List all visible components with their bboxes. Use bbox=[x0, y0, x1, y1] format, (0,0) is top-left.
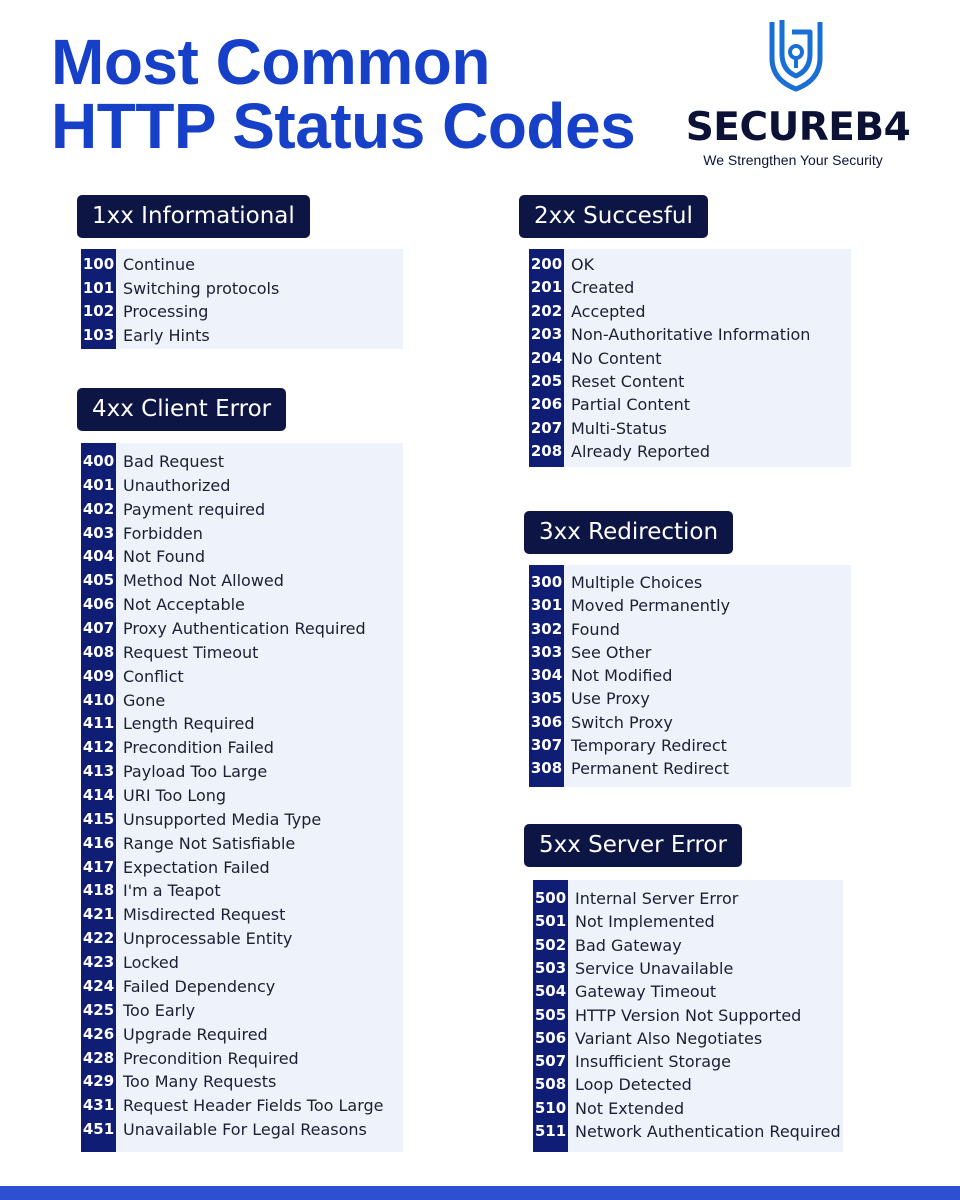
status-row bbox=[529, 347, 851, 370]
status-label: Permanent Redirect bbox=[571, 759, 730, 779]
status-label: Processing bbox=[123, 302, 209, 322]
status-code: 203 bbox=[530, 325, 563, 344]
panel-1xx bbox=[81, 249, 403, 349]
status-label: Payload Too Large bbox=[123, 762, 268, 782]
status-code: 102 bbox=[82, 302, 115, 321]
status-row bbox=[533, 1120, 843, 1143]
status-row bbox=[533, 1050, 843, 1073]
status-row bbox=[533, 1004, 843, 1027]
status-row bbox=[81, 856, 403, 879]
status-row bbox=[81, 450, 403, 473]
status-code: 103 bbox=[82, 326, 115, 344]
status-code: 300 bbox=[530, 573, 563, 591]
heading-3xx: 3xx Redirection bbox=[524, 511, 733, 554]
status-label: Bad Gateway bbox=[575, 935, 682, 955]
status-code: 422 bbox=[82, 929, 115, 948]
status-row bbox=[81, 665, 403, 688]
status-code: 100 bbox=[82, 255, 115, 273]
status-label: Unauthorized bbox=[123, 475, 231, 495]
status-code: 429 bbox=[82, 1072, 115, 1091]
status-label: Multiple Choices bbox=[571, 573, 703, 592]
status-row bbox=[81, 879, 403, 902]
status-code: 412 bbox=[82, 738, 115, 757]
status-label: Request Header Fields Too Large bbox=[123, 1096, 384, 1116]
status-label: Reset Content bbox=[571, 372, 685, 391]
status-row bbox=[81, 324, 403, 347]
status-label: Not Acceptable bbox=[123, 595, 245, 615]
status-code: 305 bbox=[530, 689, 563, 708]
status-label: Partial Content bbox=[571, 395, 690, 415]
status-label: Network Authentication Required bbox=[575, 1122, 841, 1141]
status-row bbox=[81, 277, 403, 300]
status-label: Not Found bbox=[123, 547, 205, 567]
status-label: Precondition Failed bbox=[123, 738, 274, 758]
status-row bbox=[81, 1023, 403, 1046]
status-code: 306 bbox=[530, 712, 563, 731]
status-code: 101 bbox=[82, 278, 115, 297]
status-row bbox=[529, 253, 851, 276]
status-label: Switch Proxy bbox=[571, 712, 673, 732]
status-label: Internal Server Error bbox=[575, 889, 739, 908]
status-row bbox=[81, 1094, 403, 1117]
status-code: 207 bbox=[530, 418, 563, 437]
status-row bbox=[81, 927, 403, 950]
status-row bbox=[529, 734, 851, 757]
status-label: Multi-Status bbox=[571, 418, 667, 438]
status-row bbox=[81, 808, 403, 831]
status-code: 301 bbox=[530, 596, 563, 615]
status-row bbox=[81, 593, 403, 616]
status-row bbox=[533, 934, 843, 957]
status-row bbox=[529, 618, 851, 641]
page-title-line-1: Most Common bbox=[51, 26, 490, 98]
status-code: 405 bbox=[82, 571, 115, 590]
status-code: 504 bbox=[534, 982, 567, 1001]
status-code: 302 bbox=[530, 619, 563, 638]
status-code: 500 bbox=[534, 889, 567, 907]
status-code: 501 bbox=[534, 912, 567, 931]
status-row bbox=[533, 1097, 843, 1120]
status-row bbox=[81, 641, 403, 664]
status-code: 403 bbox=[82, 523, 115, 542]
status-row bbox=[533, 1027, 843, 1050]
status-label: Not Modified bbox=[571, 666, 673, 686]
status-row bbox=[81, 903, 403, 926]
status-row bbox=[81, 300, 403, 323]
status-label: Proxy Authentication Required bbox=[123, 619, 366, 639]
status-code: 402 bbox=[82, 499, 115, 518]
heading-4xx: 4xx Client Error bbox=[77, 388, 286, 431]
status-row bbox=[81, 975, 403, 998]
status-row bbox=[529, 687, 851, 710]
status-code: 411 bbox=[82, 714, 115, 733]
status-row bbox=[529, 571, 851, 594]
heading-2xx: 2xx Succesful bbox=[519, 195, 708, 238]
status-label: No Content bbox=[571, 348, 662, 368]
status-label: Bad Request bbox=[123, 452, 225, 471]
status-label: Accepted bbox=[571, 301, 646, 321]
status-label: Early Hints bbox=[123, 326, 210, 345]
panel-4xx bbox=[81, 443, 403, 1152]
status-code: 204 bbox=[530, 348, 563, 367]
status-code: 505 bbox=[534, 1005, 567, 1024]
status-label: Forbidden bbox=[123, 523, 203, 543]
status-label: Upgrade Required bbox=[123, 1024, 268, 1044]
status-label: Already Reported bbox=[571, 442, 711, 462]
status-row bbox=[81, 736, 403, 759]
status-label: Too Many Requests bbox=[123, 1072, 277, 1092]
status-code: 415 bbox=[82, 809, 115, 828]
status-label: Precondition Required bbox=[123, 1048, 299, 1068]
status-label: Gateway Timeout bbox=[575, 982, 717, 1002]
page-title-line-2: HTTP Status Codes bbox=[51, 90, 636, 162]
status-label: Expectation Failed bbox=[123, 857, 270, 877]
status-label: Not Implemented bbox=[575, 912, 715, 932]
brand-tagline: We Strengthen Your Security bbox=[703, 152, 883, 168]
status-label: Locked bbox=[123, 953, 179, 973]
status-code: 304 bbox=[530, 666, 563, 685]
status-label: Use Proxy bbox=[571, 689, 650, 709]
status-row bbox=[529, 757, 851, 780]
status-label: Insufficient Storage bbox=[575, 1052, 731, 1072]
status-code: 416 bbox=[82, 833, 115, 852]
heading-5xx: 5xx Server Error bbox=[524, 824, 742, 867]
status-row bbox=[533, 1073, 843, 1096]
status-label: Length Required bbox=[123, 714, 255, 734]
status-code: 200 bbox=[530, 255, 563, 273]
status-label: Non-Authoritative Information bbox=[571, 325, 811, 345]
status-code: 408 bbox=[82, 642, 115, 661]
status-code: 202 bbox=[530, 301, 563, 320]
shield-keyhole-icon bbox=[768, 18, 824, 92]
status-row bbox=[529, 323, 851, 346]
status-label: Temporary Redirect bbox=[571, 735, 727, 755]
status-label: Unprocessable Entity bbox=[123, 929, 293, 949]
footer-bar bbox=[0, 1186, 960, 1200]
status-code: 417 bbox=[82, 857, 115, 876]
status-label: See Other bbox=[571, 642, 652, 662]
status-label: Not Extended bbox=[575, 1098, 685, 1118]
status-code: 507 bbox=[534, 1052, 567, 1071]
status-code: 506 bbox=[534, 1028, 567, 1047]
status-code: 451 bbox=[82, 1120, 115, 1139]
status-label: URI Too Long bbox=[123, 786, 227, 806]
status-row bbox=[529, 300, 851, 323]
status-row bbox=[81, 1070, 403, 1093]
status-code: 423 bbox=[82, 953, 115, 972]
status-row bbox=[81, 253, 403, 276]
panel-3xx bbox=[529, 565, 851, 787]
status-label: Unavailable For Legal Reasons bbox=[123, 1120, 367, 1140]
status-row bbox=[529, 393, 851, 416]
status-code: 413 bbox=[82, 762, 115, 781]
status-label: Payment required bbox=[123, 499, 266, 519]
status-row bbox=[81, 951, 403, 974]
status-code: 406 bbox=[82, 595, 115, 614]
status-code: 425 bbox=[82, 1000, 115, 1019]
status-label: HTTP Version Not Supported bbox=[575, 1005, 802, 1025]
status-label: Loop Detected bbox=[575, 1075, 692, 1095]
panel-2xx bbox=[529, 249, 851, 467]
status-label: Too Early bbox=[123, 1000, 196, 1020]
status-label: Switching protocols bbox=[123, 278, 280, 298]
status-row bbox=[81, 498, 403, 521]
status-row bbox=[529, 664, 851, 687]
status-code: 208 bbox=[530, 442, 563, 461]
status-row bbox=[529, 641, 851, 664]
status-label: Range Not Satisfiable bbox=[123, 833, 296, 853]
page-title bbox=[51, 26, 636, 162]
status-label: Found bbox=[571, 619, 620, 639]
status-code: 404 bbox=[82, 547, 115, 566]
status-code: 401 bbox=[82, 475, 115, 494]
status-code: 502 bbox=[534, 935, 567, 954]
status-row bbox=[533, 980, 843, 1003]
status-code: 201 bbox=[530, 278, 563, 297]
status-label: Continue bbox=[123, 255, 195, 274]
status-code: 510 bbox=[534, 1098, 567, 1117]
status-code: 421 bbox=[82, 905, 115, 924]
status-row bbox=[81, 760, 403, 783]
status-row bbox=[81, 832, 403, 855]
status-code: 428 bbox=[82, 1048, 115, 1067]
status-row bbox=[529, 440, 851, 463]
status-row bbox=[81, 545, 403, 568]
status-row bbox=[81, 1118, 403, 1141]
status-label: I'm a Teapot bbox=[123, 881, 221, 901]
status-row bbox=[81, 999, 403, 1022]
status-row bbox=[81, 689, 403, 712]
status-row bbox=[529, 711, 851, 734]
status-row bbox=[81, 522, 403, 545]
status-code: 303 bbox=[530, 642, 563, 661]
status-row bbox=[81, 569, 403, 592]
status-label: Gone bbox=[123, 690, 166, 710]
status-label: Created bbox=[571, 278, 635, 298]
status-code: 307 bbox=[530, 735, 563, 754]
status-code: 503 bbox=[534, 958, 567, 977]
status-code: 414 bbox=[82, 786, 115, 805]
status-row bbox=[533, 957, 843, 980]
status-label: OK bbox=[571, 255, 595, 274]
status-code: 400 bbox=[82, 452, 115, 470]
heading-1xx: 1xx Informational bbox=[77, 195, 310, 238]
status-label: Unsupported Media Type bbox=[123, 809, 322, 829]
status-code: 508 bbox=[534, 1075, 567, 1094]
status-code: 206 bbox=[530, 395, 563, 414]
status-row bbox=[81, 784, 403, 807]
status-row bbox=[529, 370, 851, 393]
status-row bbox=[81, 617, 403, 640]
status-code: 407 bbox=[82, 619, 115, 638]
status-label: Misdirected Request bbox=[123, 905, 286, 925]
status-code: 418 bbox=[82, 881, 115, 900]
status-row bbox=[529, 594, 851, 617]
status-row bbox=[81, 712, 403, 735]
status-row bbox=[533, 887, 843, 910]
status-code: 426 bbox=[82, 1024, 115, 1043]
status-label: Conflict bbox=[123, 666, 184, 686]
status-row bbox=[81, 1047, 403, 1070]
status-row bbox=[529, 276, 851, 299]
status-code: 308 bbox=[530, 759, 563, 778]
status-label: Variant Also Negotiates bbox=[575, 1028, 763, 1048]
status-label: Request Timeout bbox=[123, 642, 259, 662]
status-label: Service Unavailable bbox=[575, 958, 734, 978]
status-code: 424 bbox=[82, 976, 115, 995]
panel-5xx bbox=[533, 880, 843, 1152]
status-code: 431 bbox=[82, 1096, 115, 1115]
status-label: Moved Permanently bbox=[571, 596, 731, 616]
status-row bbox=[533, 910, 843, 933]
status-row bbox=[529, 417, 851, 440]
status-label: Method Not Allowed bbox=[123, 571, 284, 591]
status-code: 409 bbox=[82, 666, 115, 685]
status-row bbox=[81, 474, 403, 497]
status-code: 511 bbox=[534, 1122, 567, 1140]
status-label: Failed Dependency bbox=[123, 976, 276, 996]
brand-name: SECUREB4 bbox=[685, 105, 911, 150]
status-code: 205 bbox=[530, 372, 563, 390]
brand-logo bbox=[676, 18, 920, 174]
status-code: 410 bbox=[82, 690, 115, 709]
